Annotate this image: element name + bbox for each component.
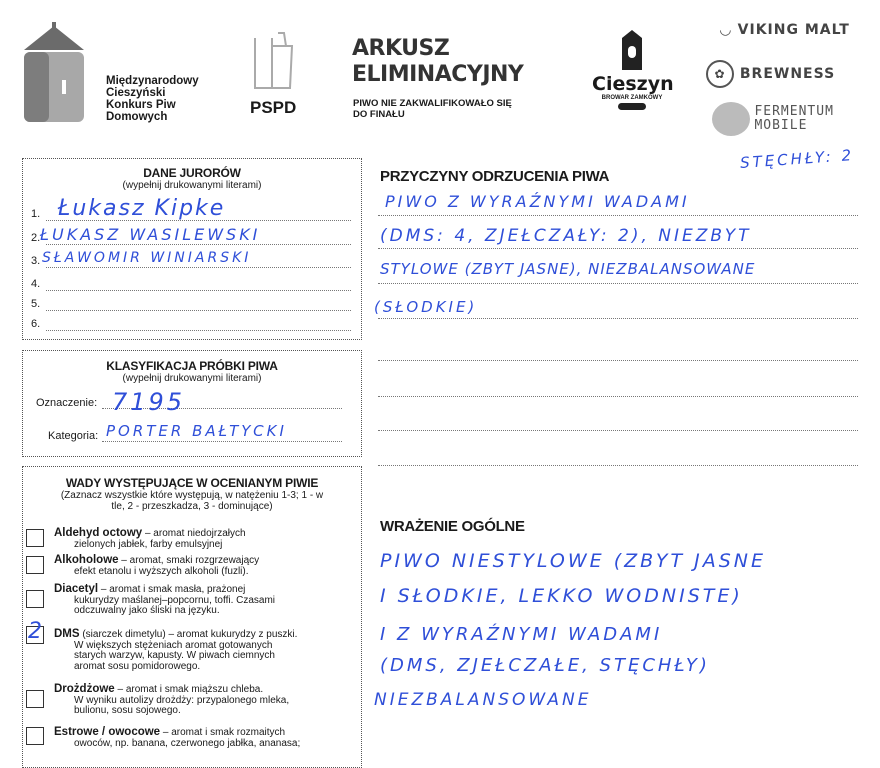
reasons-line — [378, 430, 858, 431]
judge-name[interactable]: Łukasz Kipke — [58, 196, 226, 221]
mark-label: Oznaczenie: — [36, 397, 98, 409]
judges-section — [22, 158, 362, 340]
fault-desc: – aromat, smaki rozgrzewający — [118, 555, 260, 566]
judge-number: 1. — [31, 208, 41, 220]
overall-text-line[interactable]: (DMS, ZJEŁCZAŁE, STĘCHŁY) — [380, 655, 710, 676]
title-line: ELIMINACYJNY — [352, 62, 524, 87]
fault-name: Diacetyl — [54, 583, 99, 595]
reasons-text-line[interactable]: (DMS: 4, ZJEŁCZAŁY: 2), NIEZBYT — [380, 226, 752, 246]
glasses-icon — [240, 28, 310, 98]
org-line: Cieszyński — [106, 87, 166, 99]
fermentum-icon — [712, 102, 750, 136]
fault-checkbox[interactable] — [26, 556, 44, 574]
cieszyn-badge — [618, 103, 646, 110]
subtitle-line: PIWO NIE ZAKWALIFIKOWAŁO SIĘ — [353, 98, 512, 109]
judge-number: 5. — [31, 298, 41, 310]
fault-desc: – aromat niedojrzałych — [142, 528, 246, 539]
judge-name[interactable]: SŁAWOMIR WINIARSKI — [42, 250, 252, 266]
reasons-line — [378, 465, 858, 466]
judge-line — [46, 330, 351, 331]
reasons-text-line[interactable]: STYLOWE (ZBYT JASNE), NIEZBALANSOWANE — [380, 260, 756, 278]
viking-malt-logo — [720, 22, 850, 38]
viking-icon: ◡ — [720, 22, 732, 38]
judge-number: 2. — [31, 232, 41, 244]
castle-tower-icon — [612, 30, 652, 70]
fault-name: Estrowe / owocowe — [54, 726, 161, 738]
classification-title: KLASYFIKACJA PRÓBKI PIWA — [106, 359, 278, 373]
judge-line — [46, 244, 351, 245]
reasons-line — [378, 215, 858, 216]
judge-name[interactable]: ŁUKASZ WASILEWSKI — [40, 225, 261, 244]
category-line — [102, 441, 342, 442]
overall-text-line[interactable]: I SŁODKIE, LEKKO WODNISTE) — [380, 585, 743, 607]
reasons-line — [378, 318, 858, 319]
judge-line — [46, 310, 351, 311]
reasons-text-line[interactable]: (SŁODKIE) — [374, 298, 478, 316]
faults-title: WADY WYSTĘPUJĄCE W OCENIANYM PIWIE — [65, 476, 319, 490]
fault-checkbox[interactable] — [26, 727, 44, 745]
overall-title: WRAŻENIE OGÓLNE — [380, 518, 525, 535]
reasons-line — [378, 360, 858, 361]
reasons-text-line[interactable]: PIWO Z WYRAŹNYMI WADAMI — [385, 192, 690, 211]
overall-text-line[interactable]: NIEZBALANSOWANE — [374, 690, 592, 710]
sheet-subtitle — [353, 98, 512, 120]
org-line: Międzynarodowy — [106, 75, 199, 87]
reasons-line — [378, 248, 858, 249]
mark-value[interactable]: 7195 — [112, 388, 186, 416]
cieszyn-tower-logo — [14, 22, 94, 127]
fault-checkbox[interactable] — [26, 690, 44, 708]
category-label: Kategoria: — [48, 430, 99, 442]
subtitle-line: DO FINAŁU — [353, 109, 405, 120]
cieszyn-text: Cieszyn — [592, 73, 674, 95]
fault-name: Aldehyd octowy — [54, 527, 143, 539]
fault-desc: W wyniku autolizy drożdży: przypalonego mleka, — [74, 694, 290, 706]
sheet-title — [352, 36, 523, 88]
pspd-logo — [240, 28, 310, 123]
judge-line — [46, 290, 351, 291]
fault-desc: zielonych jabłek, farby emulsyjnej — [74, 538, 223, 550]
fault-desc: W większych stężeniach aromat gotowanych — [74, 639, 273, 651]
cieszyn-subtext: BROWAR ZAMKOWY — [601, 95, 663, 101]
fault-intensity-mark[interactable]: 2 — [28, 619, 42, 644]
fault-desc: kukurydzy maślanej–popcornu, toffi. Czasami — [74, 594, 276, 606]
fault-desc: – aromat i smak rozmaitych — [160, 727, 286, 738]
org-line: Domowych — [106, 111, 168, 123]
category-value[interactable]: PORTER BAŁTYCKI — [106, 422, 287, 440]
fault-name: DMS — [54, 628, 80, 640]
judge-number: 6. — [31, 318, 41, 330]
fault-desc: – aromat i smak miąższu chleba. — [114, 684, 264, 695]
fault-checkbox[interactable] — [26, 529, 44, 547]
fault-desc: – aromat i smak masła, prażonej — [98, 584, 246, 595]
judge-line — [46, 267, 351, 268]
judges-title: DANE JURORÓW — [143, 166, 241, 180]
viking-text: VIKING MALT — [737, 22, 850, 38]
faults-note-1: (Zaznacz wszystkie które występują, w natężeniu 1-3; 1 - w — [60, 490, 324, 501]
overall-text-line[interactable]: PIWO NIESTYLOWE (ZBYT JASNE — [380, 550, 766, 572]
brewness-logo — [706, 60, 835, 88]
cieszyn-brewery-logo — [592, 30, 672, 130]
faults-section — [22, 466, 362, 768]
reasons-title: PRZYCZYNY ODRZUCENIA PIWA — [380, 168, 610, 185]
fault-desc: owoców, np. banana, czerwonego jabłka, ananasa; — [74, 737, 301, 749]
mobile-text: MOBILE — [754, 118, 808, 133]
faults-note-2: tle, 2 - przeszkadza, 3 - dominujące) — [111, 501, 273, 512]
tower-icon — [14, 22, 94, 127]
fault-desc: (siarczek dimetylu) – aromat kukurydzy z puszki. — [79, 629, 298, 640]
reasons-line — [378, 283, 858, 284]
reasons-corner-note[interactable]: STĘCHŁY: 2 — [739, 146, 855, 172]
fault-checkbox[interactable] — [26, 590, 44, 608]
fault-desc: aromat sosu pomidorowego. — [74, 660, 201, 672]
competition-name — [106, 75, 199, 123]
fault-desc: bulionu, sosu sojowego. — [74, 705, 181, 716]
fault-desc: starych warzyw, kapusty. W piwach ciemnych — [74, 650, 275, 661]
fault-name: Drożdżowe — [54, 683, 115, 695]
reasons-line — [378, 396, 858, 397]
judges-note: (wypełnij drukowanymi literami) — [122, 180, 262, 191]
org-line: Konkurs Piw — [106, 99, 176, 111]
title-line: ARKUSZ — [352, 36, 450, 61]
overall-text-line[interactable]: I Z WYRAŹNYMI WADAMI — [380, 624, 663, 645]
brewness-text: BREWNESS — [739, 66, 836, 82]
fault-name: Alkoholowe — [54, 554, 119, 566]
fault-desc: odczuwalny jako śliski na języku. — [74, 605, 220, 616]
fermentum-text: FERMENTUM — [754, 104, 834, 119]
classification-note: (wypełnij drukowanymi literami) — [122, 373, 262, 384]
pspd-text: PSPD — [250, 98, 297, 117]
judge-number: 4. — [31, 278, 41, 290]
hop-icon: ✿ — [706, 60, 734, 88]
fermentum-logo — [712, 102, 834, 136]
judge-number: 3. — [31, 255, 41, 267]
fault-desc: efekt etanolu i wyższych alkoholi (fuzli). — [74, 565, 249, 577]
